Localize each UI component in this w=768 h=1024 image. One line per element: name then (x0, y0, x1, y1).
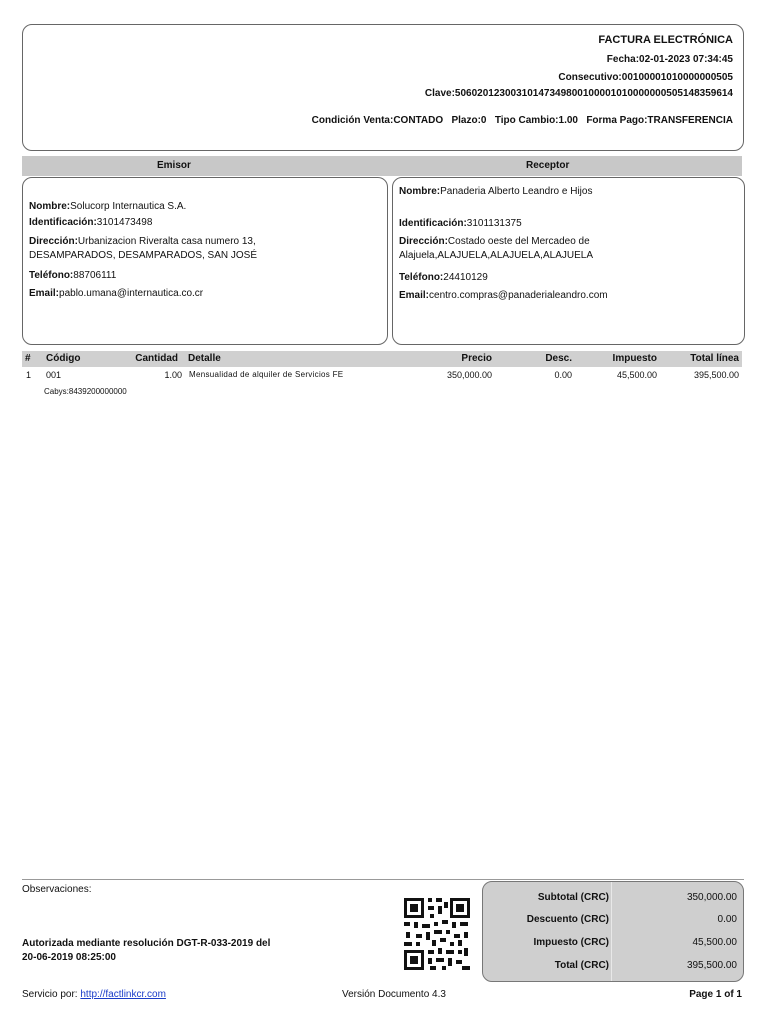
document-type: FACTURA ELECTRÓNICA (598, 34, 733, 46)
emisor-id-row (29, 216, 152, 230)
receptor-email-row (399, 289, 608, 303)
qr-code-icon (402, 896, 472, 972)
emisor-phone-row (29, 269, 116, 283)
receptor-id-label: Identificación: (399, 218, 467, 229)
emisor-phone: 88706111 (73, 270, 117, 281)
row-precio: 350,000.00 (446, 370, 492, 380)
receptor-phone-row (399, 271, 488, 285)
receptor-address-line1: Costado oeste del Mercadeo de (447, 236, 590, 247)
discount-label: Descuento (CRC) (526, 914, 609, 925)
service-by (22, 989, 166, 1000)
subtotal-label: Subtotal (CRC) (537, 892, 609, 903)
row-codigo: 001 (46, 370, 62, 380)
emisor-address-label: Dirección: (29, 236, 78, 247)
invoice-date: Fecha:02-01-2023 07:34:45 (606, 54, 733, 65)
total-label: Total (CRC) (554, 960, 609, 971)
tax-label: Impuesto (CRC) (533, 937, 609, 948)
page-number: Page 1 of 1 (689, 989, 742, 1000)
emisor-email-row (29, 287, 203, 301)
footer-divider (22, 879, 744, 880)
emisor-address-line1: Urbanizacion Riveralta casa numero 13, (77, 236, 256, 247)
emisor-name-label: Nombre: (29, 201, 71, 212)
receptor-id: 3101131375 (466, 218, 522, 229)
receptor-address-label: Dirección: (399, 236, 448, 247)
observations-label: Observaciones: (22, 884, 92, 895)
emisor-address-row (29, 235, 256, 249)
col-codigo: Código (46, 353, 81, 364)
subtotal-value: 350,000.00 (686, 892, 737, 903)
row-num: 1 (26, 370, 32, 380)
authorization-line1: Autorizada mediante resolución DGT-R-033-2019 del (22, 938, 271, 949)
receptor-name-label: Nombre: (399, 186, 441, 197)
emisor-name: Solucorp Internautica S.A. (70, 201, 187, 212)
receptor-email-label: Email: (399, 290, 430, 301)
receptor-phone-label: Teléfono: (399, 272, 444, 283)
receptor-box (392, 177, 745, 345)
row-cabys: Cabys:8439200000000 (44, 387, 127, 396)
totals-box (482, 881, 744, 982)
receptor-title: Receptor (526, 160, 570, 171)
discount-value: 0.00 (717, 914, 737, 925)
col-detalle: Detalle (188, 353, 221, 364)
receptor-email: centro.compras@panaderialeandro.com (429, 290, 608, 301)
invoice-key: Clave:50602012300310147349800100001010000000505148359614 (424, 88, 733, 99)
col-cantidad: Cantidad (135, 353, 178, 364)
total-value: 395,500.00 (686, 960, 737, 971)
row-detalle: Mensualidad de alquiler de Servicios FE (189, 370, 344, 379)
row-desc: 0.00 (554, 370, 572, 380)
col-impuesto: Impuesto (612, 353, 657, 364)
receptor-name-row (399, 185, 592, 199)
emisor-name-row (29, 200, 186, 214)
parties-header-bar (22, 156, 742, 176)
receptor-name: Panaderia Alberto Leandro e Hijos (440, 186, 593, 197)
col-total: Total línea (690, 353, 739, 364)
col-desc: Desc. (545, 353, 572, 364)
sale-conditions: Condición Venta:CONTADO Plazo:0 Tipo Cambio:1.00 Forma Pago:TRANSFERENCIA (311, 115, 733, 126)
document-version: Versión Documento 4.3 (342, 989, 446, 1000)
emisor-email: pablo.umana@internautica.co.cr (59, 288, 204, 299)
tax-value: 45,500.00 (692, 937, 737, 948)
receptor-address-line2: Alajuela,ALAJUELA,ALAJUELA,ALAJUELA (399, 250, 593, 261)
receptor-phone: 24410129 (443, 272, 488, 283)
row-impuesto: 45,500.00 (616, 370, 657, 380)
col-num: # (25, 353, 31, 364)
col-precio: Precio (461, 353, 492, 364)
row-total: 395,500.00 (693, 370, 739, 380)
invoice-consecutive: Consecutivo:00100001010000000505 (558, 72, 733, 83)
receptor-id-row (399, 217, 522, 231)
receptor-address-row (399, 235, 590, 249)
authorization-line2: 20-06-2019 08:25:00 (22, 952, 116, 963)
emisor-id: 3101473498 (96, 217, 153, 228)
service-link[interactable]: http://factlinkcr.com (80, 989, 166, 1000)
emisor-box (22, 177, 388, 345)
items-table-header (22, 351, 742, 367)
emisor-id-label: Identificación: (29, 217, 97, 228)
emisor-email-label: Email: (29, 288, 60, 299)
service-by-label: Servicio por: (22, 989, 78, 1000)
row-cantidad: 1.00 (164, 370, 182, 380)
emisor-address-line2: DESAMPARADOS, DESAMPARADOS, SAN JOSÉ (29, 250, 258, 261)
table-row (22, 368, 742, 400)
emisor-phone-label: Teléfono: (29, 270, 74, 281)
invoice-header-box (22, 24, 744, 151)
emisor-title: Emisor (157, 160, 191, 171)
totals-separator (611, 882, 612, 981)
